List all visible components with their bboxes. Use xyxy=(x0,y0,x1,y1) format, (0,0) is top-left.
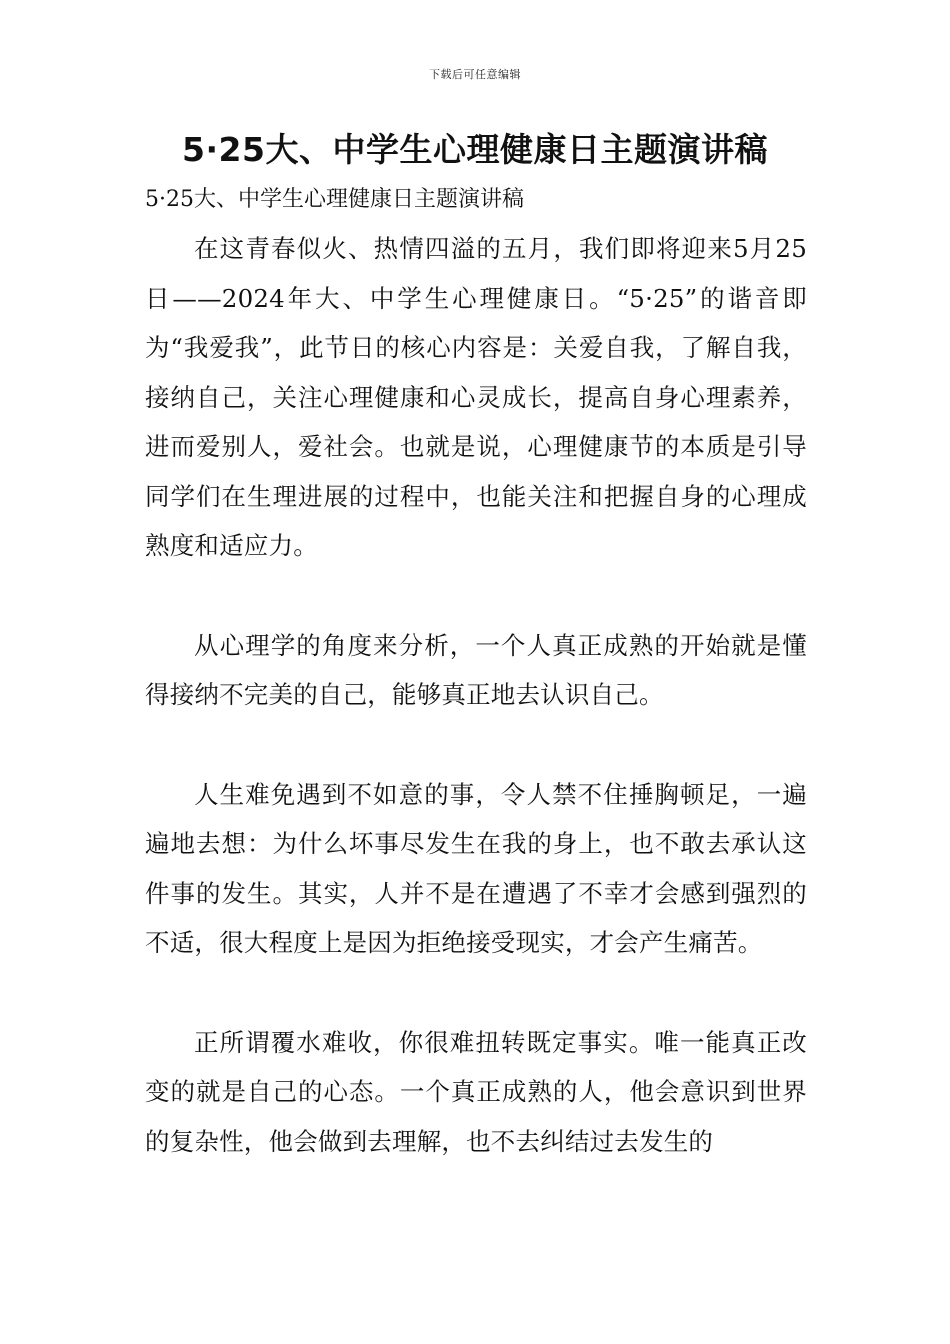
paragraph-1: 在这青春似火、热情四溢的五月，我们即将迎来5月25日——2024年大、中学生心理健康日。“5·25”的谐音即为“我爱我”，此节日的核心内容是：关爱自我，了解自我，接纳自己，关注心理健康和心灵成长，提高自身心理素养，进而爱别人，爱社会。也就是说，心理健康节的本质是引导同学们在生理进展的过程中，也能关注和把握自身的心理成熟度和适应力。 xyxy=(145,234,807,560)
paragraph-2: 从心理学的角度来分析，一个人真正成熟的开始就是懂得接纳不完美的自己，能够真正地去认识自己。 xyxy=(145,630,807,709)
header-note: 下载后可任意编辑 xyxy=(429,68,521,81)
document-subtitle: 5·25大、中学生心理健康日主题演讲稿 xyxy=(145,187,524,212)
paragraph-4: 正所谓覆水难收，你很难扭转既定事实。唯一能真正改变的就是自己的心态。一个真正成熟的人，他会意识到世界的复杂性，他会做到去理解，也不去纠结过去发生的 xyxy=(145,1027,807,1156)
page-title: 5·25大、中学生心理健康日主题演讲稿 xyxy=(182,130,768,169)
document-body xyxy=(145,224,807,1216)
paragraph-3: 人生难免遇到不如意的事，令人禁不住捶胸顿足，一遍遍地去想：为什么坏事尽发生在我的身上，也不敢去承认这件事的发生。其实，人并不是在遭遇了不幸才会感到强烈的不适，很大程度上是因为拒绝接受现实，才会产生痛苦。 xyxy=(145,779,807,957)
